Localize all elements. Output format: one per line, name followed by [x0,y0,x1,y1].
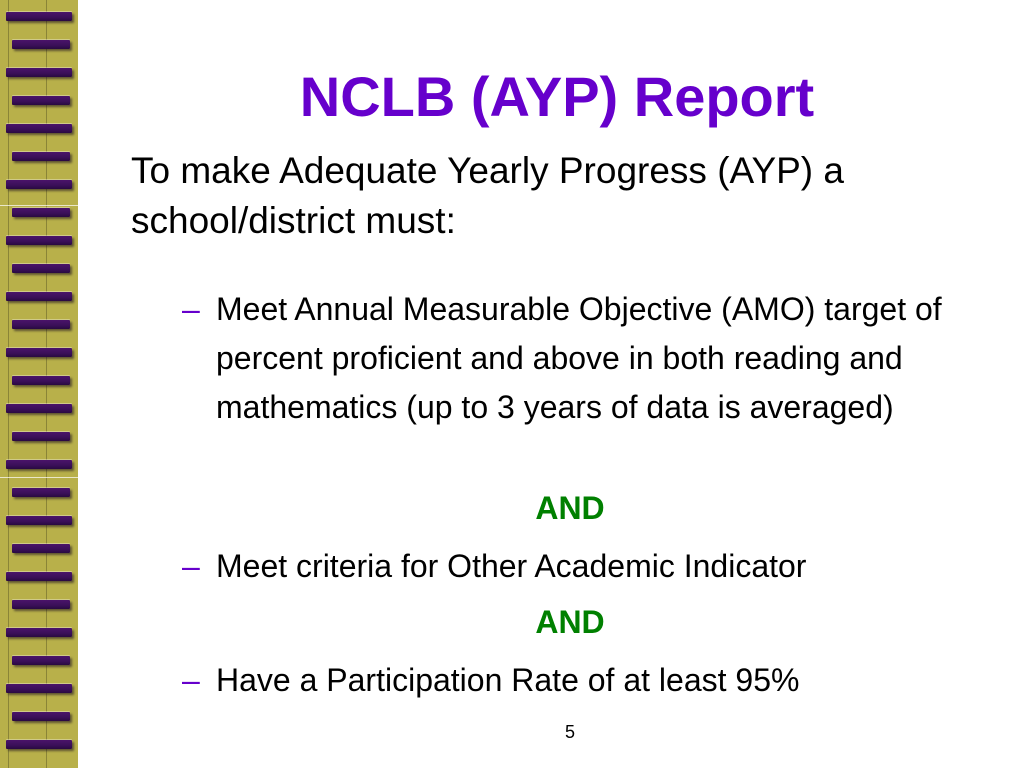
border-bar [12,376,70,385]
border-bar [6,292,72,301]
border-bar [6,348,72,357]
bullet-dash-icon: – [182,662,200,698]
bullet-dash-icon: – [182,291,200,327]
connector-and: AND [535,490,605,526]
bullet-text: Meet Annual Measurable Objective (AMO) target of percent proficient and above in both reading and mathematics (up to 3 years of data is averaged) [216,291,942,425]
border-bar [6,404,72,413]
border-bar [12,488,70,497]
border-bar [6,12,72,21]
bullet-dash-icon: – [182,548,200,584]
slide-title: NCLB (AYP) Report [299,65,815,128]
border-bar [12,544,70,553]
border-bar [6,68,72,77]
bullet-item-3 [182,656,982,705]
border-seam [0,477,78,478]
border-bar [12,152,70,161]
border-bar [12,96,70,105]
border-bar [6,180,72,189]
border-bar [12,432,70,441]
border-bar [12,40,70,49]
border-bar [6,572,72,581]
border-bar [6,236,72,245]
border-bar [12,600,70,609]
border-bar [6,684,72,693]
border-stripe [8,0,9,768]
page-number: 5 [564,722,575,742]
border-bar [6,628,72,637]
border-bar [6,516,72,525]
connector-and: AND [535,604,605,640]
border-bar [12,712,70,721]
border-bar [12,264,70,273]
decorative-left-border [0,0,78,768]
border-bar [12,656,70,665]
border-bar [6,740,72,749]
border-bar [6,460,72,469]
bullet-item-2 [182,542,982,591]
intro-text: To make Adequate Yearly Progress (AYP) a school/district must: [131,150,844,241]
border-bar [12,208,70,217]
border-bar [6,124,72,133]
bullet-text: Meet criteria for Other Academic Indicator [216,548,807,584]
bullet-item-1 [182,285,982,432]
border-bar [12,320,70,329]
border-seam [0,205,78,206]
bullet-text: Have a Participation Rate of at least 95% [216,662,800,698]
